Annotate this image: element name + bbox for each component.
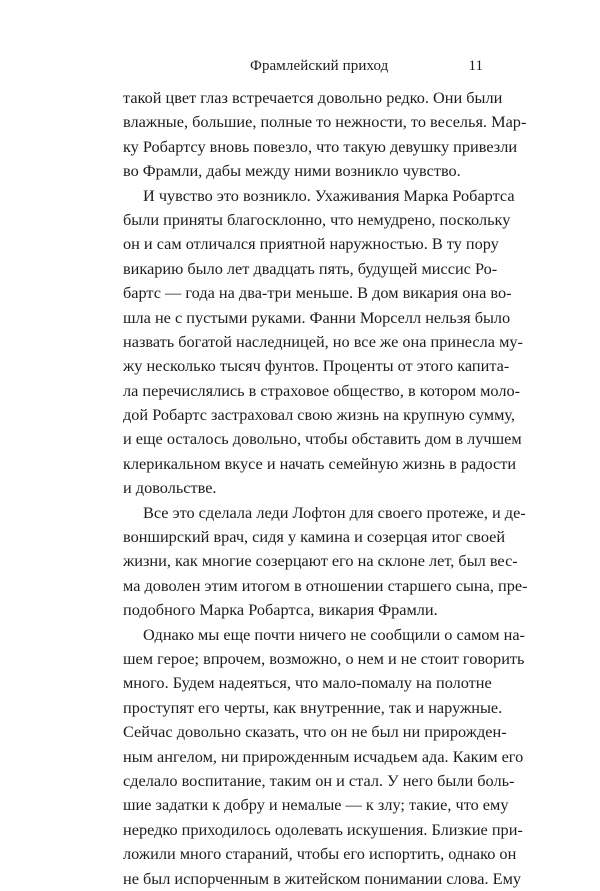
running-head bbox=[125, 58, 483, 78]
text-line: викарию было лет двадцать пять, будущей миссис Ро- bbox=[123, 258, 498, 278]
body-text bbox=[123, 86, 528, 891]
text-line: ла перечислялись в страховое общество, в котором моло- bbox=[123, 380, 521, 400]
text-line: такой цвет глаз встречается довольно редко. Они были bbox=[123, 88, 503, 107]
text-line: шла не с пустыми руками. Фанни Морселл нельзя было bbox=[123, 307, 511, 327]
text-line: жизни, как многие созерцают его на склоне лет, был вес- bbox=[123, 551, 518, 571]
text-line: ложили много стараний, чтобы его испортить, однако он bbox=[123, 844, 517, 864]
text-line: бартс — года на два-три меньше. В дом викария она во- bbox=[123, 283, 512, 303]
text-line: нередко приходилось одолевать искушения. Близкие при- bbox=[123, 819, 523, 839]
text-line: были приняты благосклонно, что немудрено, поскольку bbox=[123, 209, 511, 229]
text-line: и еще осталось довольно, чтобы обставить дом в лучшем bbox=[123, 429, 522, 449]
text-line: клерикальном вкусе и начать семейную жизнь в радости bbox=[123, 453, 517, 473]
text-line: влажные, большие, полные то нежности, то веселья. Мар- bbox=[123, 112, 527, 132]
running-title: Фрамлейский приход bbox=[250, 58, 389, 74]
text-line: много. Будем надеяться, что мало-помалу на полотне bbox=[123, 673, 492, 693]
text-line: ным ангелом, ни прирожденным исчадьем ада. Каким его bbox=[123, 746, 524, 766]
text-line: ма доволен этим итогом в отношении старшего сына, пре- bbox=[123, 575, 528, 595]
text-line: жу несколько тысяч фунтов. Проценты от этого капита- bbox=[123, 356, 510, 376]
text-line: проступят его черты, как внутренние, так и наружные. bbox=[123, 697, 503, 717]
text-line: назвать богатой наследницей, но все же она принесла му- bbox=[123, 331, 523, 351]
text-line: ку Робартсу вновь повезло, что такую девушку привезли bbox=[123, 136, 518, 156]
page-number: 11 bbox=[468, 58, 483, 74]
text-line: подобного Марка Робартса, викария Фрамли. bbox=[123, 600, 438, 620]
text-line: во Фрамли, дабы между ними возникло чувство. bbox=[123, 161, 461, 181]
text-line: шие задатки к добру и немалые — к злу; такие, что ему bbox=[123, 795, 509, 815]
text-line: и довольстве. bbox=[123, 478, 217, 498]
text-line: Все это сделала леди Лофтон для своего протеже, и де- bbox=[143, 502, 526, 522]
text-line: Сейчас довольно сказать, что он не был ни прирожден- bbox=[123, 722, 507, 742]
text-line: шем герое; впрочем, возможно, о нем и не стоит говорить bbox=[123, 648, 525, 668]
text-line: И чувство это возникло. Ухаживания Марка Робартса bbox=[143, 185, 515, 205]
text-line: он и сам отличался приятной наружностью. В ту пору bbox=[123, 234, 499, 254]
text-line: сделало воспитание, таким он и стал. У него были боль- bbox=[123, 770, 515, 790]
text-line: не был испорченным в житейском понимании слова. Ему bbox=[123, 868, 522, 888]
text-line: дой Робартс застраховал свою жизнь на крупную сумму, bbox=[123, 405, 515, 425]
text-line: Однако мы еще почти ничего не сообщили о самом на- bbox=[143, 624, 525, 644]
text-line: вонширский врач, сидя у камина и созерцая итог своей bbox=[123, 527, 506, 547]
